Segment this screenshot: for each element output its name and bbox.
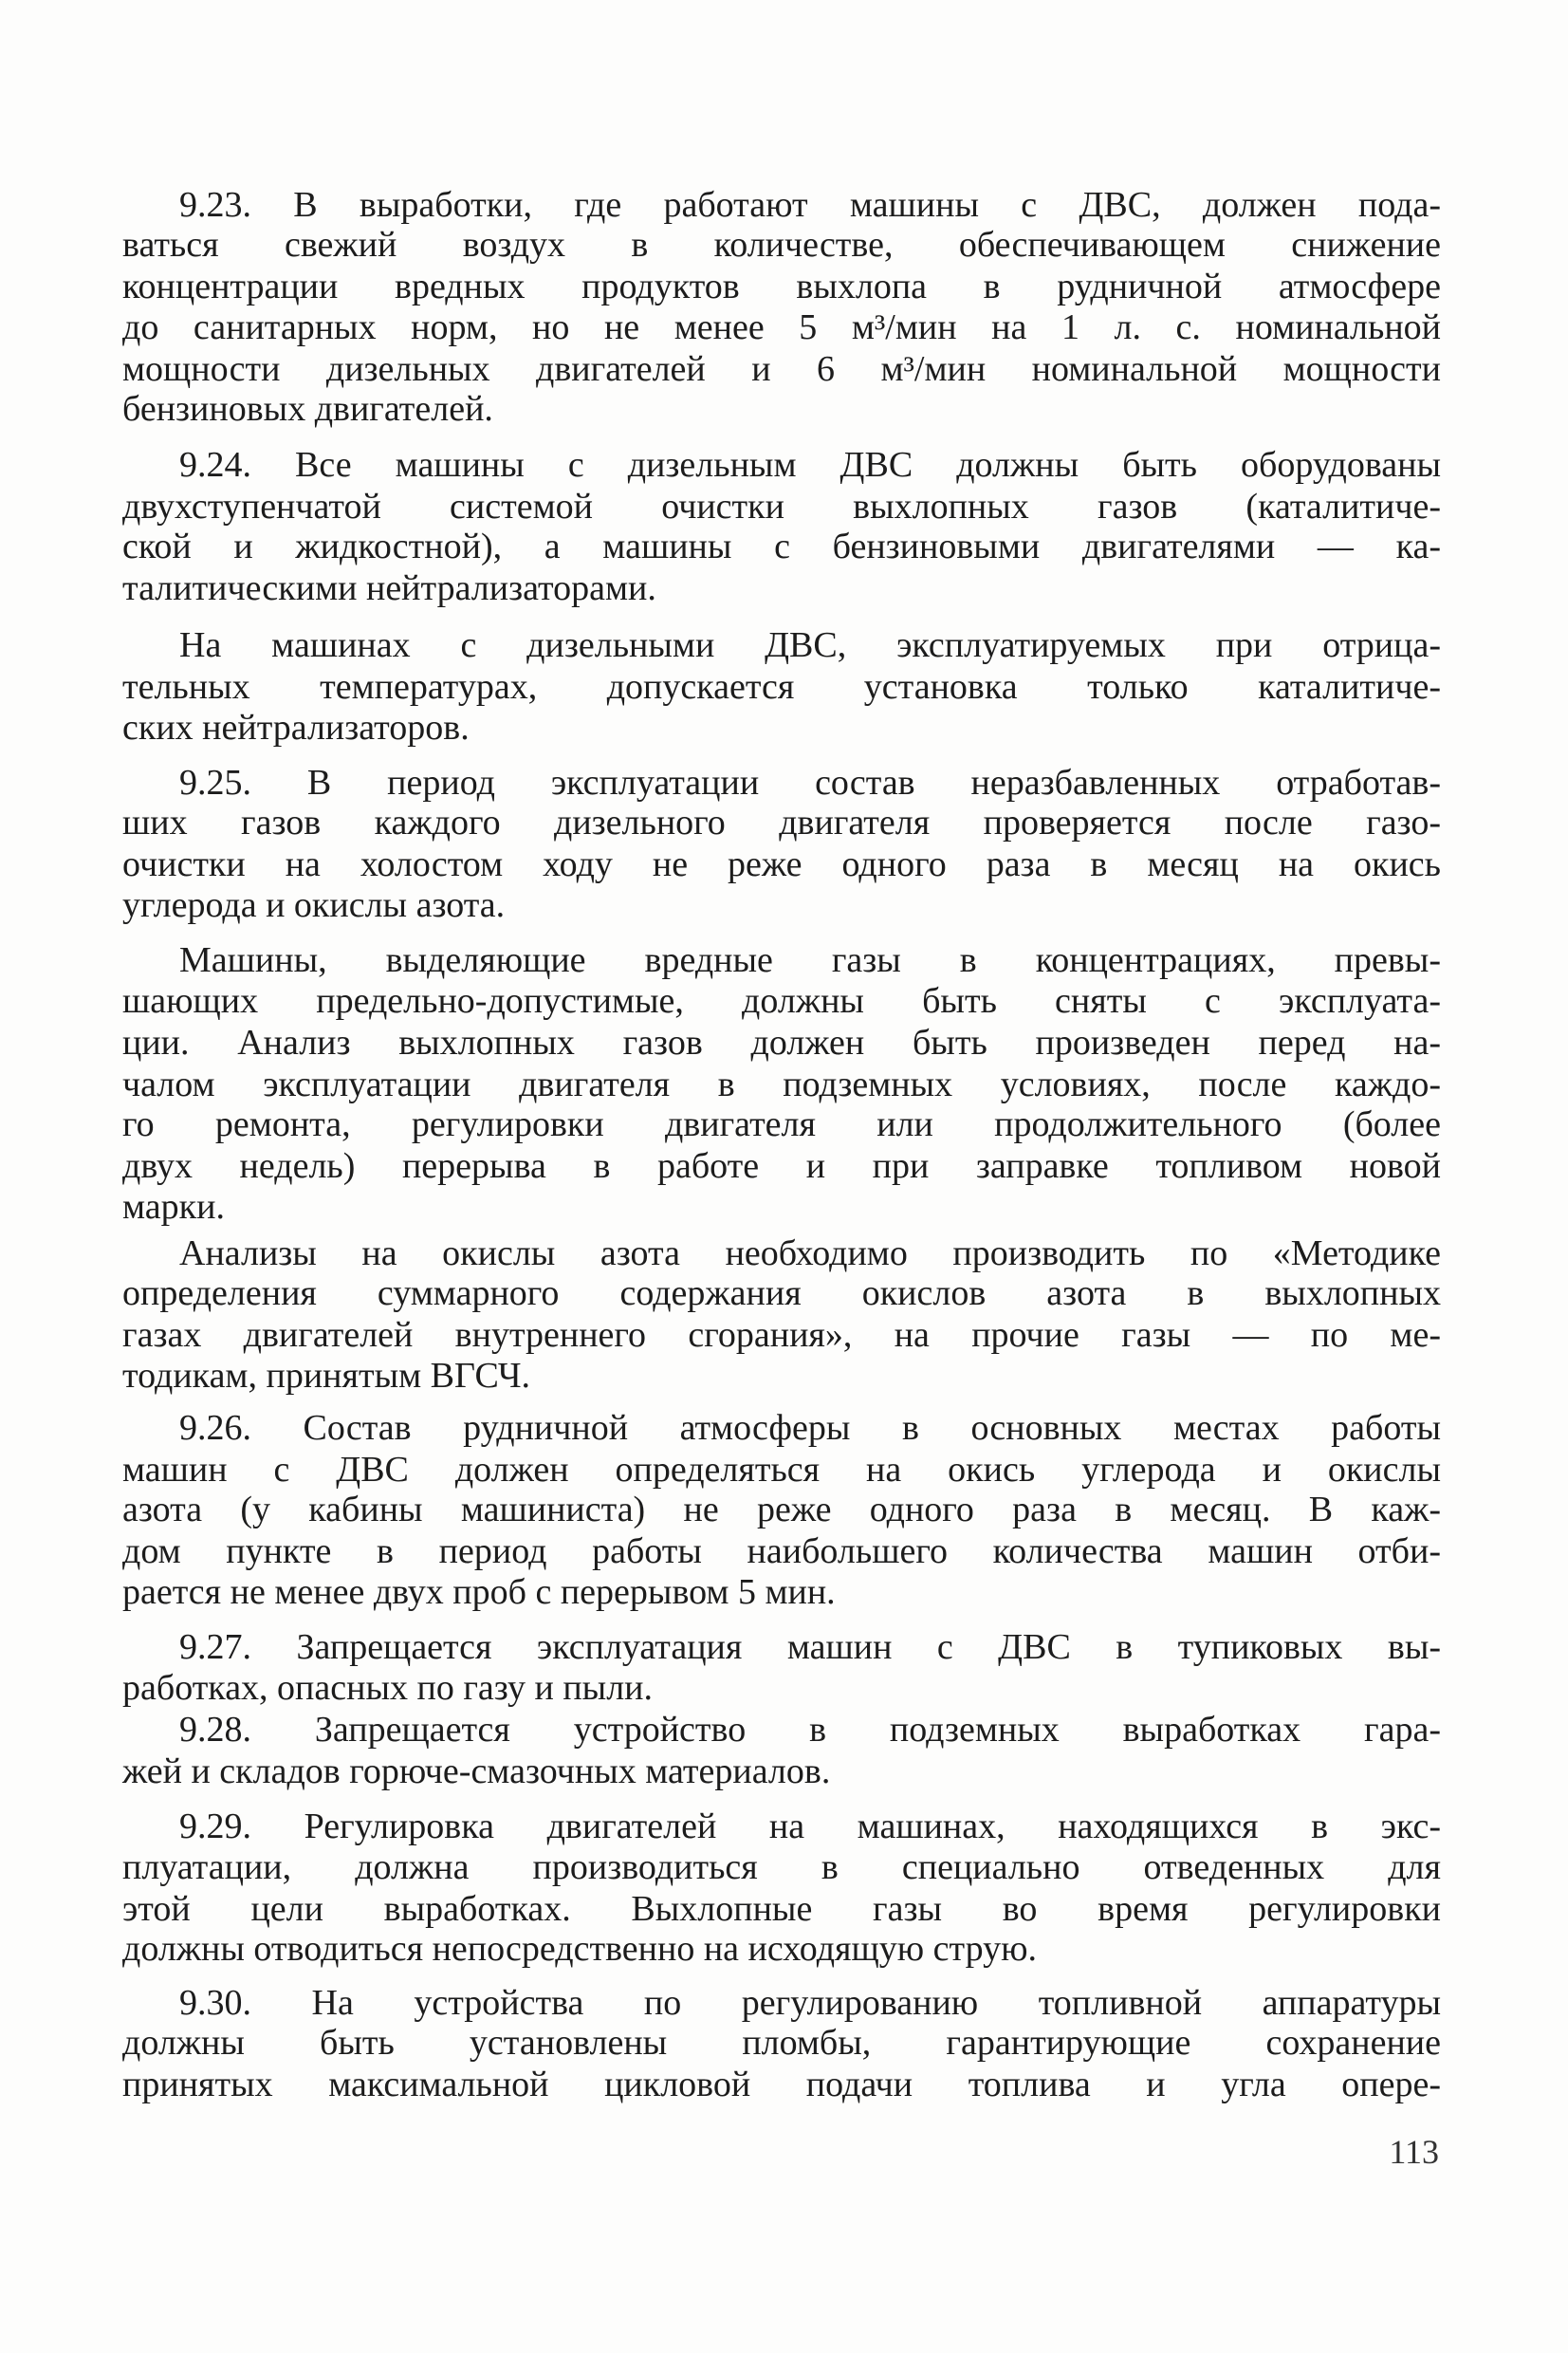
text-line: принятых максимальной цикловой подачи топлива и угла опере- [122,2065,1441,2104]
text-line: 9.26. Состав рудничной атмосферы в основных местах работы [179,1408,1441,1448]
text-line: талитическими нейтрализаторами. [122,568,656,608]
text-line: ской и жидкостной), а машины с бензиновыми двигателями — ка- [122,527,1441,566]
text-line: ских нейтрализаторов. [122,708,470,748]
text-line: этой цели выработках. Выхлопные газы во время регулировки [122,1889,1441,1929]
text-line: азота (у кабины машиниста) не реже одного раза в месяц. В каж- [122,1490,1441,1529]
text-line: газах двигателей внутреннего сгорания», на прочие газы — по ме- [122,1315,1441,1355]
text-line: ваться свежий воздух в количестве, обеспечивающем снижение [122,225,1441,265]
text-line: 9.29. Регулировка двигателей на машинах, находящихся в экс- [179,1806,1441,1846]
text-line: очистки на холостом ходу не реже одного раза в месяц на окись [122,844,1441,884]
text-line: Анализы на окислы азота необходимо производить по «Методике [179,1233,1441,1273]
text-line: 9.28. Запрещается устройство в подземных выработках гара- [179,1710,1441,1750]
text-line: марки. [122,1187,225,1227]
text-line: машин с ДВС должен определяться на окись углерода и окислы [122,1450,1441,1490]
text-line: 9.30. На устройства по регулированию топливной аппаратуры [179,1983,1441,2023]
page-number: 113 [1389,2133,1439,2171]
text-line: работках, опасных по газу и пыли. [122,1668,653,1708]
text-line: двух недель) перерыва в работе и при заправке топливом новой [122,1146,1441,1186]
text-line: шающих предельно-допустимые, должны быть сняты с эксплуата- [122,981,1441,1021]
text-line: углерода и окислы азота. [122,885,506,925]
text-line: 9.25. В период эксплуатации состав неразбавленных отработав- [179,763,1441,803]
text-line: 9.27. Запрещается эксплуатация машин с ДВС в тупиковых вы- [179,1627,1441,1667]
text-line: концентрации вредных продуктов выхлопа в рудничной атмосфере [122,267,1441,306]
text-line: го ремонта, регулировки двигателя или продолжительного (более [122,1104,1441,1144]
text-line: 9.23. В выработки, где работают машины с ДВС, должен пода- [179,185,1441,225]
text-line: до санитарных норм, но не менее 5 м³/мин на 1 л. с. номинальной [122,307,1441,347]
text-line: бензиновых двигателей. [122,389,493,429]
text-line: ших газов каждого дизельного двигателя проверяется после газо- [122,803,1441,843]
text-line: мощности дизельных двигателей и 6 м³/мин номинальной мощности [122,349,1441,389]
text-line: Машины, выделяющие вредные газы в концентрациях, превы- [179,940,1441,980]
text-line: На машинах с дизельными ДВС, эксплуатируемых при отрица- [179,625,1441,665]
text-line: рается не менее двух проб с перерывом 5 мин. [122,1572,836,1612]
text-line: определения суммарного содержания окислов азота в выхлопных [122,1273,1441,1313]
text-line: двухступенчатой системой очистки выхлопных газов (каталитиче- [122,487,1441,527]
text-line: тельных температурах, допускается установка только каталитиче- [122,667,1441,707]
text-line: ции. Анализ выхлопных газов должен быть произведен перед на- [122,1023,1441,1063]
text-line: плуатации, должна производиться в специально отведенных для [122,1847,1441,1887]
text-line: должны быть установлены пломбы, гарантирующие сохранение [122,2023,1441,2063]
text-line: жей и складов горюче-смазочных материалов. [122,1751,831,1791]
text-line: дом пункте в период работы наибольшего количества машин отби- [122,1531,1441,1571]
text-line: чалом эксплуатации двигателя в подземных условиях, после каждо- [122,1065,1441,1104]
text-line: тодикам, принятым ВГСЧ. [122,1356,531,1396]
text-line: 9.24. Все машины с дизельным ДВС должны быть оборудованы [179,445,1441,485]
text-line: должны отводиться непосредственно на исходящую струю. [122,1929,1037,1969]
